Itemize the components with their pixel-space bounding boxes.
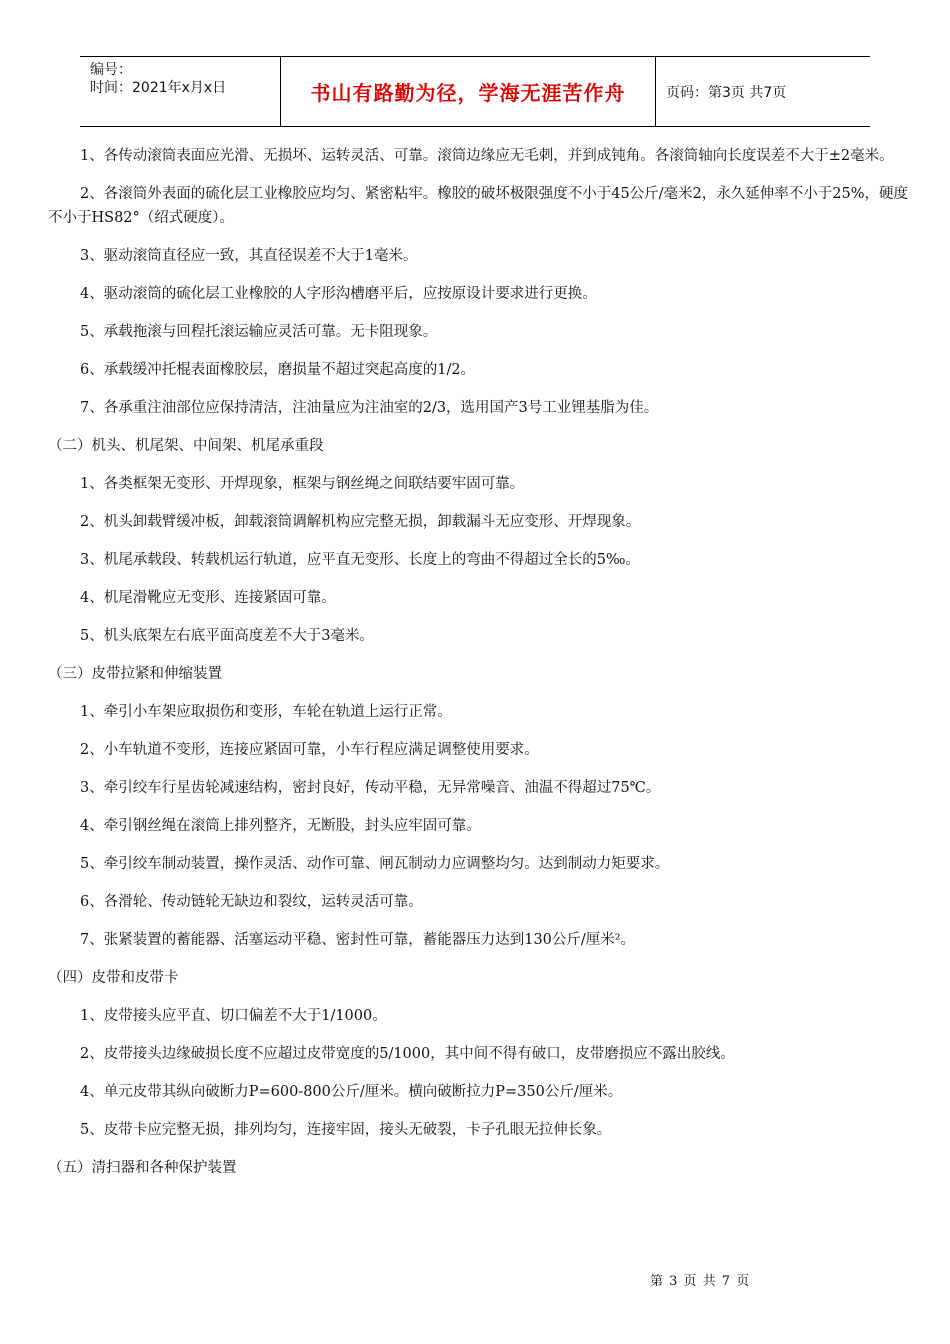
list-item: 5、承载拖滚与回程托滚运输应灵活可靠。无卡阻现象。 [80,324,438,340]
header-meta [80,57,281,126]
list-item: 5、皮带卡应完整无损，排列均匀，连接牢固，接头无破裂，卡子孔眼无拉伸长象。 [80,1122,612,1138]
section-heading: （二）机头、机尾架、中间架、机尾承重段 [48,438,324,454]
list-item: 3、牵引绞车行星齿轮减速结构，密封良好，传动平稳，无异常噪音、油温不得超过75℃。 [80,780,661,796]
list-item: 1、各传动滚筒表面应光滑、无损坏、运转灵活、可靠。滚筒边缘应无毛刺，并到成钝角。各滚筒轴向长度误差不大于±2毫米。 [80,148,894,164]
document-body [48,144,908,1194]
list-item: 3、机尾承载段、转载机运行轨道，应平直无变形、长度上的弯曲不得超过全长的5‰。 [80,552,640,568]
list-item: 1、牵引小车架应取损伤和变形，车轮在轨道上运行正常。 [80,704,452,720]
list-item: 4、驱动滚筒的硫化层工业橡胶的人字形沟槽磨平后，应按原设计要求进行更换。 [80,286,597,302]
list-item: 7、张紧装置的蓄能器、活塞运动平稳、密封性可靠，蓄能器压力达到130公斤/厘米²。 [80,932,636,948]
list-item: 2、机头卸载臂缓冲板，卸载滚筒调解机构应完整无损，卸载漏斗无应变形、开焊现象。 [80,514,641,530]
page-label: 页码：第3页 共7页 [666,84,787,101]
list-item: 1、各类框架无变形、开焊现象，框架与钢丝绳之间联结要牢固可靠。 [80,476,525,492]
list-item: 6、各滑轮、传动链轮无缺边和裂纹，运转灵活可靠。 [80,894,423,910]
list-item: 2、小车轨道不变形，连接应紧固可靠，小车行程应满足调整使用要求。 [80,742,539,758]
list-item: 3、驱动滚筒直径应一致，其直径误差不大于1毫米。 [80,248,418,264]
section-heading: （五）清扫器和各种保护装置 [48,1160,237,1176]
list-item: 2、皮带接头边缘破损长度不应超过皮带宽度的5/1000，其中间不得有破口，皮带磨损应不露出胶线。 [80,1046,735,1062]
page-header [80,56,870,127]
number-label: 编号： [90,62,132,78]
list-item: 5、牵引绞车制动装置，操作灵活、动作可靠、闸瓦制动力应调整均匀。达到制动力矩要求。 [80,856,670,872]
time-label: 时间：2021年x月x日 [90,80,227,96]
list-item: 4、牵引钢丝绳在滚筒上排列整齐，无断股，封头应牢固可靠。 [80,818,481,834]
list-item: 5、机头底架左右底平面高度差不大于3毫米。 [80,628,374,644]
list-item: 7、各承重注油部位应保持清洁，注油量应为注油室的2/3，选用国产3号工业锂基脂为佳。 [80,400,659,416]
list-item: 2、各滚筒外表面的硫化层工业橡胶应均匀、紧密粘牢。橡胶的破坏极限强度不小于45公斤/毫米2，永久延伸率不小于25%，硬度不小于HS82°（绍式硬度）。 [48,186,909,226]
list-item: 1、皮带接头应平直、切口偏差不大于1/1000。 [80,1008,387,1024]
list-item: 4、机尾滑靴应无变形、连接紧固可靠。 [80,590,336,606]
motto: 书山有路勤为径，学海无涯苦作舟 [281,57,656,126]
page-footer: 第 3 页 共 7 页 [650,1274,751,1289]
list-item: 6、承载缓冲托棍表面橡胶层，磨损量不超过突起高度的1/2。 [80,362,476,378]
section-heading: （四）皮带和皮带卡 [48,970,179,986]
list-item: 4、单元皮带其纵向破断力P=600-800公斤/厘米。横向破断拉力P=350公斤/厘米。 [80,1084,623,1100]
section-heading: （三）皮带拉紧和伸缩装置 [48,666,222,682]
